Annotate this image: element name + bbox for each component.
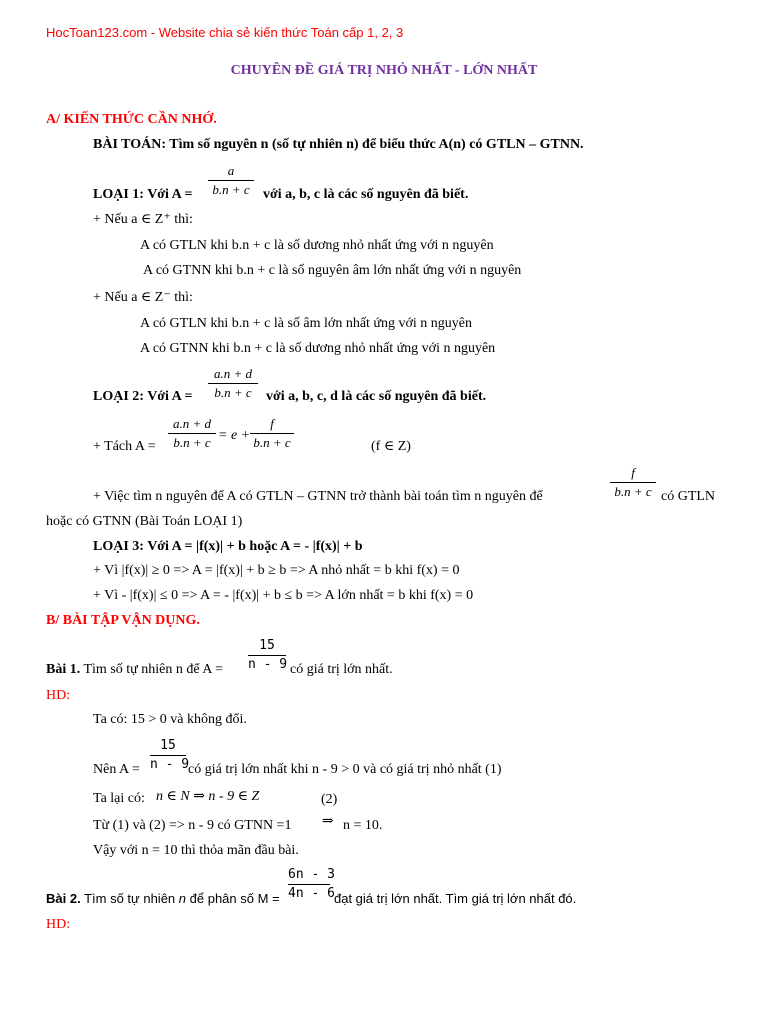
bai1-fraction	[248, 638, 286, 673]
loai1-case2-line1: A có GTLN khi b.n + c là số âm lớn nhất ứng với n nguyên	[140, 316, 473, 331]
bai1-step1: Ta có: 15 > 0 và không đổi.	[93, 712, 247, 727]
loai1-case1: + Nếu a ∈ Z⁺ thì:	[93, 212, 193, 227]
page-title: CHUYÊN ĐỀ GIÁ TRỊ NHỎ NHẤT - LỚN NHẤT	[230, 63, 538, 78]
split-frac2-num: f	[270, 416, 274, 431]
split-frac1-den: b.n + c	[173, 435, 211, 450]
find-frac-num: f	[631, 465, 635, 480]
bai2-var: n	[178, 891, 187, 906]
bai2-tail: đạt giá trị lớn nhất. Tìm giá trị lớn nhất đó.	[334, 891, 577, 906]
bai1-step2-fraction	[150, 738, 190, 773]
bai1-label: Bài 1.	[46, 662, 81, 677]
loai1-case1-line1: A có GTLN khi b.n + c là số dương nhỏ nhất ứng với n nguyên	[140, 238, 494, 253]
bai1-step4-tail: n = 10.	[343, 818, 383, 833]
loai2-find-line2: hoặc có GTNN (Bài Toán LOẠI 1)	[46, 514, 243, 529]
loai2-find-fraction	[610, 465, 656, 500]
loai2-fraction	[208, 366, 258, 401]
bai2-frac-num: 6n - 3	[288, 867, 335, 882]
find-frac-den: b.n + c	[614, 484, 652, 499]
bai1-step3-tail: (2)	[321, 792, 338, 807]
section-a-heading: A/ KIẾN THỨC CẦN NHỚ.	[46, 112, 217, 127]
loai1-frac-den: b.n + c	[212, 182, 250, 197]
loai2-split-frac1	[168, 416, 216, 451]
step2-frac-num: 15	[160, 738, 176, 753]
problem-statement: BÀI TOÁN: Tìm số nguyên n (số tự nhiên n) để biểu thức A(n) có GTLN – GTNN.	[93, 137, 584, 152]
loai1-tail: với a, b, c là các số nguyên đã biết.	[263, 187, 469, 202]
loai2-split-lead: + Tách A =	[93, 439, 156, 454]
step2-frac-den: n - 9	[150, 757, 190, 772]
loai1-case1-line2: A có GTNN khi b.n + c là số nguyên âm lớn nhất ứng với n nguyên	[143, 263, 522, 278]
bai1-hd: HD:	[46, 688, 71, 703]
bai1-step4-arrow: ⇒	[322, 814, 334, 829]
bai1-step3-lead: Ta lại có:	[93, 791, 145, 806]
bai2-fraction	[288, 867, 335, 902]
loai2-split-note: (f ∈ Z)	[371, 439, 411, 454]
bai1-step4-lead: Từ (1) và (2) => n - 9 có GTNN =1	[93, 818, 292, 833]
loai1-case2: + Nếu a ∈ Z⁻ thì:	[93, 290, 193, 305]
loai2-tail: với a, b, c, d là các số nguyên đã biết.	[266, 389, 487, 404]
loai1-fraction	[208, 163, 254, 198]
loai2-lead: LOẠI 2: Với A =	[93, 389, 193, 404]
split-frac2-den: b.n + c	[253, 435, 291, 450]
loai3-line1: + Vì |f(x)| ≥ 0 => A = |f(x)| + b ≥ b => A nhỏ nhất = b khi f(x) = 0	[93, 563, 460, 578]
bai2-text1: Tìm số tự nhiên	[84, 891, 176, 906]
loai2-frac-den: b.n + c	[214, 385, 252, 400]
bai1-step2-lead: Nên A =	[93, 762, 140, 777]
bai2-text2: để phân số M =	[189, 891, 280, 906]
loai2-find-line1: + Việc tìm n nguyên để A có GTLN – GTNN trở thành bài toán tìm n nguyên để	[93, 489, 543, 504]
bai2-label: Bài 2.	[46, 891, 81, 906]
bai1-tail: có giá trị lớn nhất.	[290, 662, 393, 677]
bai1-statement	[46, 661, 223, 679]
bai1-step2-tail: có giá trị lớn nhất khi n - 9 > 0 và có giá trị nhỏ nhất (1)	[188, 762, 502, 777]
loai2-frac-num: a.n + d	[213, 366, 253, 381]
loai3-lead: LOẠI 3: Với A = |f(x)| + b hoặc A = - |f(x)| + b	[93, 539, 363, 554]
bai2-hd: HD:	[46, 917, 71, 932]
bai2-frac-den: 4n - 6	[288, 886, 335, 901]
loai3-line2: + Vì - |f(x)| ≤ 0 => A = - |f(x)| + b ≤ b => A lớn nhất = b khi f(x) = 0	[93, 588, 474, 603]
loai2-split-frac2	[250, 416, 294, 451]
bai1-step3-math: n ∈ N ⇒ n - 9 ∈ Z	[156, 789, 260, 804]
bai1-frac-den: n - 9	[248, 657, 288, 672]
loai1-lead: LOẠI 1: Với A =	[93, 187, 193, 202]
loai2-find-tail: có GTLN	[661, 489, 716, 504]
split-frac1-num: a.n + d	[172, 416, 212, 431]
bai1-frac-num: 15	[259, 638, 275, 653]
loai2-split-mid: = e +	[218, 428, 251, 443]
loai1-case2-line2: A có GTNN khi b.n + c là số dương nhỏ nhất ứng với n nguyên	[140, 341, 496, 356]
section-b-heading: B/ BÀI TẬP VẬN DỤNG.	[46, 613, 200, 628]
loai1-frac-num: a	[227, 163, 235, 178]
bai2-statement	[46, 890, 280, 908]
site-header: HocToan123.com - Website chia sẻ kiến thức Toán cấp 1, 2, 3	[46, 25, 404, 40]
bai1-step5: Vậy với n = 10 thì thỏa mãn đầu bài.	[93, 843, 299, 858]
bai1-text: Tìm số tự nhiên n để A =	[83, 662, 224, 677]
